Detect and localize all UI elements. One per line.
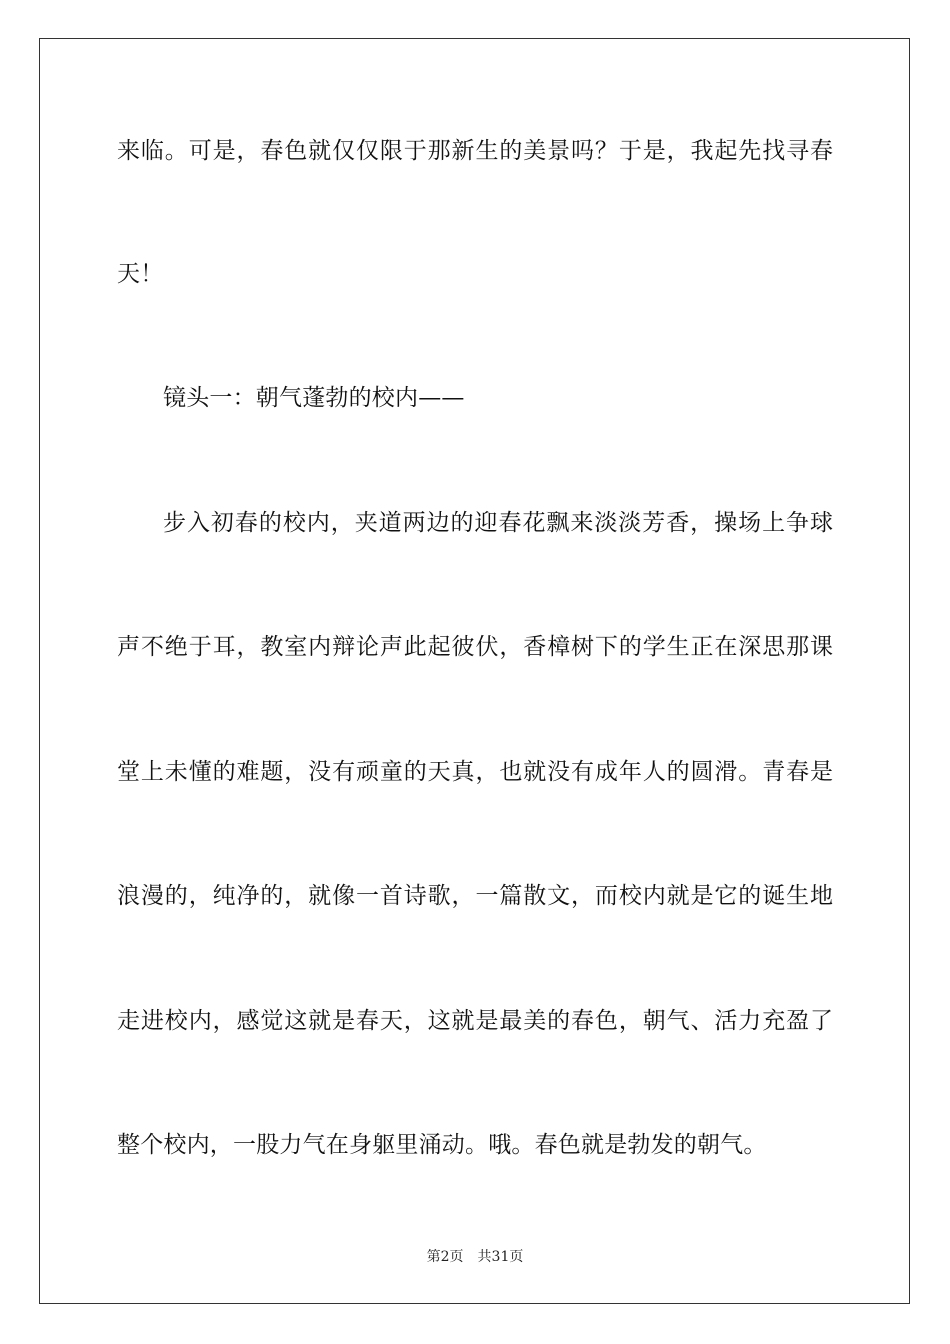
- page-total: 共31页: [477, 1249, 524, 1265]
- page-footer: [0, 1248, 950, 1266]
- paragraph-line: 堂上未懂的难题，没有顽童的天真，也就没有成年人的圆滑。青春是: [117, 759, 833, 785]
- paragraph-line: 走进校内，感觉这就是春天，这就是最美的春色，朝气、活力充盈了: [117, 1008, 833, 1034]
- paragraph-line: 浪漫的，纯净的，就像一首诗歌，一篇散文，而校内就是它的诞生地: [117, 883, 833, 909]
- page-border: [39, 38, 910, 1304]
- section-heading: 镜头一：朝气蓬勃的校内——: [163, 385, 465, 411]
- paragraph-line: 声不绝于耳，教室内辩论声此起彼伏，香樟树下的学生正在深思那课: [117, 634, 833, 660]
- page-number: 第2页: [426, 1249, 464, 1265]
- paragraph-line: 整个校内，一股力气在身躯里涌动。哦。春色就是勃发的朝气。: [117, 1132, 767, 1158]
- paragraph-line: 来临。可是，春色就仅仅限于那新生的美景吗？于是，我起先找寻春: [117, 138, 833, 164]
- paragraph-line: 天！: [117, 261, 164, 287]
- paragraph-line: 步入初春的校内，夹道两边的迎春花飘来淡淡芳香，操场上争球: [163, 510, 833, 536]
